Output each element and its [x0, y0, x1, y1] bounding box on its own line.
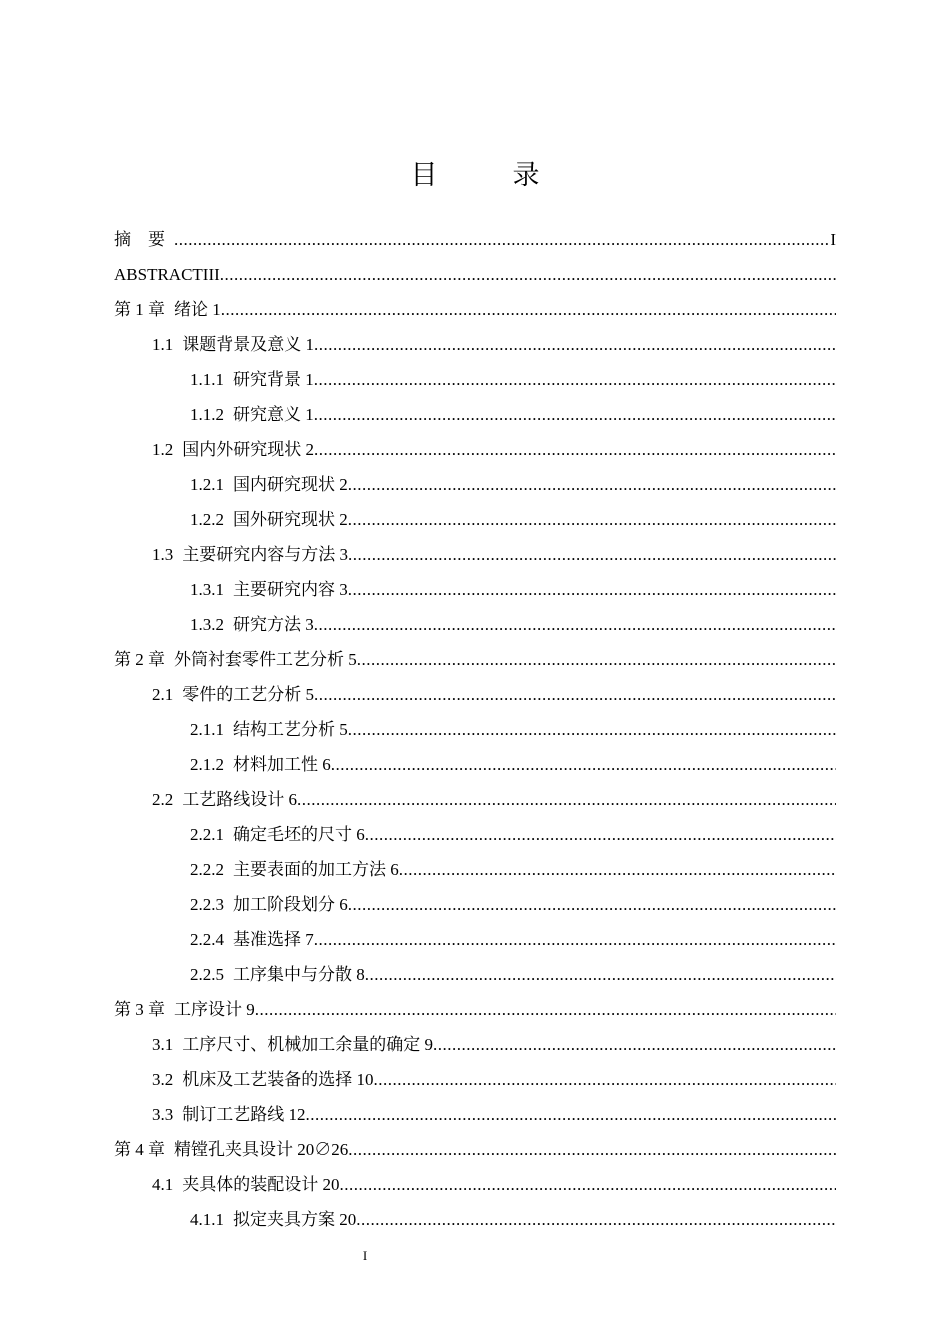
toc-entry[interactable]	[114, 747, 836, 782]
toc-entry-number: 1.1.1	[190, 370, 224, 389]
dot-leader	[314, 922, 836, 957]
dot-leader	[348, 467, 836, 502]
toc-entry-title: 机床及工艺装备的选择 10	[182, 1070, 374, 1089]
dot-leader	[297, 782, 836, 817]
dot-leader	[357, 642, 836, 677]
toc-entry-title: 材料加工性 6	[233, 755, 331, 774]
toc-entry[interactable]	[114, 1062, 836, 1097]
dot-leader	[314, 677, 836, 712]
toc-entry-title: 主要研究内容 3	[233, 580, 348, 599]
toc-entry-title: 工序设计 9	[174, 1000, 255, 1019]
dot-leader	[220, 257, 836, 292]
toc-entry[interactable]	[114, 257, 836, 292]
toc-entry[interactable]	[114, 992, 836, 1027]
toc-entry[interactable]	[114, 327, 836, 362]
dot-leader	[399, 852, 836, 887]
dot-leader	[314, 607, 836, 642]
toc-entry-title: 结构工艺分析 5	[233, 720, 348, 739]
toc-entry[interactable]	[114, 1097, 836, 1132]
toc-entry[interactable]	[114, 502, 836, 537]
toc-entry-number: 1.2.1	[190, 475, 224, 494]
toc-entry-number: 第 2 章	[114, 650, 165, 669]
toc-entry[interactable]	[114, 1027, 836, 1062]
toc-entry-title: 国内外研究现状 2	[182, 440, 314, 459]
toc-entry-number: 4.1.1	[190, 1210, 224, 1229]
dot-leader	[174, 222, 830, 257]
toc-entry-title: 绪论 1	[174, 300, 221, 319]
toc-entry-number: 2.2.5	[190, 965, 224, 984]
toc-entry[interactable]	[114, 432, 836, 467]
dot-leader	[433, 1027, 836, 1062]
toc-entry-number: 1.3	[152, 545, 174, 564]
toc-entry-page: I	[830, 230, 836, 249]
toc-entry-number: 2.2.2	[190, 860, 224, 879]
toc-entry-number: 1.1.2	[190, 405, 224, 424]
toc-entry[interactable]	[114, 817, 836, 852]
toc-entry-title: 确定毛坯的尺寸 6	[233, 825, 365, 844]
toc-entry-title: 主要研究内容与方法 3	[182, 545, 348, 564]
toc-entry-number: 1.1	[152, 335, 174, 354]
dot-leader	[365, 817, 836, 852]
dot-leader	[348, 1132, 836, 1167]
toc-entry[interactable]	[114, 537, 836, 572]
toc-entry-title: 研究背景 1	[233, 370, 314, 389]
dot-leader	[348, 537, 836, 572]
toc-entry-title: 夹具体的装配设计 20	[182, 1175, 340, 1194]
toc-entry[interactable]	[114, 852, 836, 887]
dot-leader	[348, 712, 836, 747]
toc-entry-title: 外筒衬套零件工艺分析 5	[174, 650, 357, 669]
dot-leader	[331, 747, 836, 782]
toc-entry-number: 1.3.1	[190, 580, 224, 599]
toc-entry-title: 零件的工艺分析 5	[182, 685, 314, 704]
toc-entry-number: 3.1	[152, 1035, 174, 1054]
toc-entry-number: 3.2	[152, 1070, 174, 1089]
table-of-contents	[114, 222, 836, 1237]
toc-entry[interactable]	[114, 677, 836, 712]
dot-leader	[314, 432, 836, 467]
toc-entry-title: 加工阶段划分 6	[233, 895, 348, 914]
toc-entry-title: 基准选择 7	[233, 930, 314, 949]
toc-entry-title: 国内研究现状 2	[233, 475, 348, 494]
toc-entry-title: 制订工艺路线 12	[182, 1105, 306, 1124]
dot-leader	[348, 887, 836, 922]
toc-entry-number: 1.3.2	[190, 615, 224, 634]
toc-entry[interactable]	[114, 607, 836, 642]
toc-entry-title: ABSTRACTIII	[114, 265, 220, 284]
toc-entry[interactable]	[114, 1132, 836, 1167]
toc-entry-title: 拟定夹具方案 20	[233, 1210, 357, 1229]
toc-entry-number: 2.2	[152, 790, 174, 809]
toc-entry[interactable]	[114, 642, 836, 677]
toc-entry[interactable]	[114, 712, 836, 747]
toc-entry-title: 工艺路线设计 6	[182, 790, 297, 809]
toc-entry-number: 摘 要	[114, 230, 165, 249]
toc-entry-number: 第 4 章	[114, 1140, 165, 1159]
toc-entry[interactable]	[114, 222, 836, 257]
toc-entry[interactable]	[114, 362, 836, 397]
toc-entry-title: 工序集中与分散 8	[233, 965, 365, 984]
toc-entry-title: 精镗孔夹具设计 20∅26	[174, 1140, 349, 1159]
toc-entry[interactable]	[114, 922, 836, 957]
dot-leader	[255, 992, 836, 1027]
toc-entry[interactable]	[114, 292, 836, 327]
dot-leader	[348, 572, 836, 607]
toc-entry-title: 国外研究现状 2	[233, 510, 348, 529]
toc-entry[interactable]	[114, 887, 836, 922]
toc-entry-number: 2.2.3	[190, 895, 224, 914]
toc-entry-title: 课题背景及意义 1	[182, 335, 314, 354]
toc-entry[interactable]	[114, 572, 836, 607]
page-title: 目 录	[410, 160, 564, 191]
toc-entry-number: 2.1.1	[190, 720, 224, 739]
dot-leader	[314, 362, 836, 397]
toc-entry-title: 主要表面的加工方法 6	[233, 860, 399, 879]
toc-entry-title: 研究意义 1	[233, 405, 314, 424]
toc-entry-number: 1.2.2	[190, 510, 224, 529]
toc-entry-number: 第 1 章	[114, 300, 165, 319]
toc-entry-title: 工序尺寸、机械加工余量的确定 9	[182, 1035, 433, 1054]
dot-leader	[348, 502, 836, 537]
toc-entry-number: 4.1	[152, 1175, 174, 1194]
toc-entry[interactable]	[114, 782, 836, 817]
toc-entry-number: 1.2	[152, 440, 174, 459]
toc-entry-number: 3.3	[152, 1105, 174, 1124]
dot-leader	[365, 957, 836, 992]
dot-leader	[314, 327, 836, 362]
page-number: I	[362, 1248, 368, 1263]
toc-entry[interactable]	[114, 397, 836, 432]
dot-leader	[314, 397, 836, 432]
toc-entry-number: 2.2.1	[190, 825, 224, 844]
toc-entry-number: 2.1.2	[190, 755, 224, 774]
toc-entry[interactable]	[114, 1202, 836, 1237]
dot-leader	[306, 1097, 837, 1132]
toc-entry-number: 第 3 章	[114, 1000, 165, 1019]
toc-entry-number: 2.2.4	[190, 930, 224, 949]
toc-entry[interactable]	[114, 1167, 836, 1202]
toc-entry-title: 研究方法 3	[233, 615, 314, 634]
toc-entry[interactable]	[114, 467, 836, 502]
toc-entry-number: 2.1	[152, 685, 174, 704]
dot-leader	[221, 292, 836, 327]
toc-entry[interactable]	[114, 957, 836, 992]
dot-leader	[356, 1202, 836, 1237]
dot-leader	[340, 1167, 837, 1202]
dot-leader	[374, 1062, 837, 1097]
